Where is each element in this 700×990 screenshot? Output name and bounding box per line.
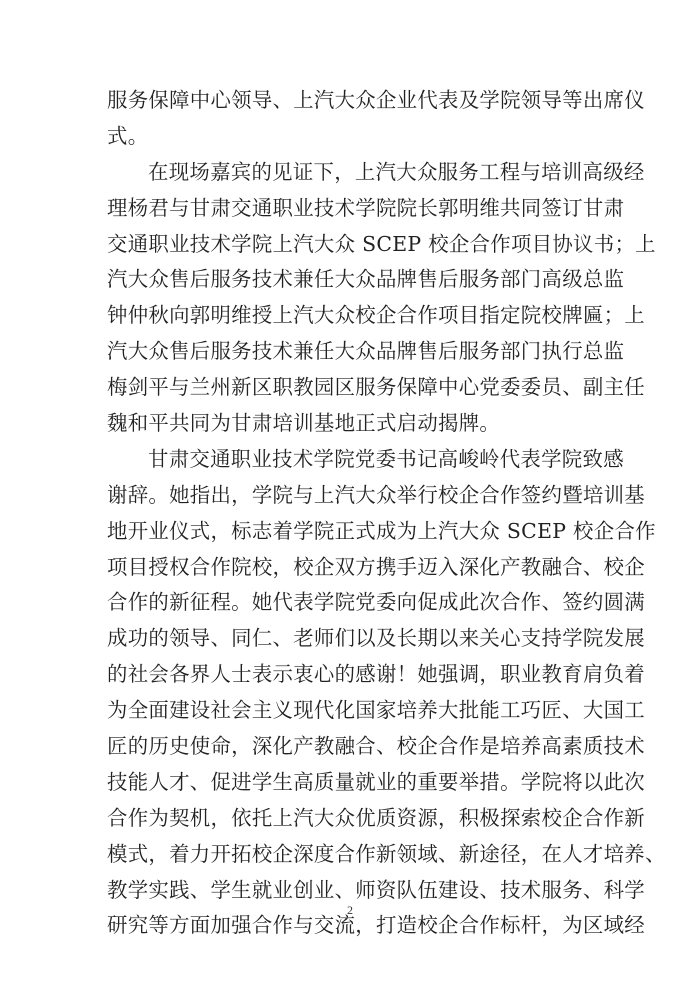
text-line: 项目授权合作院校，校企双方携手迈入深化产教融合、校企 [107,554,645,579]
text-line: 理杨君与甘肃交通职业技术学院院长郭明维共同签订甘肃 [107,195,625,220]
text-line: 魏和平共同为甘肃培训基地正式启动揭牌。 [107,411,501,436]
text-line: 式。 [107,123,149,148]
text-line: 服务保障中心领导、上汽大众企业代表及学院领导等出席仪 [107,88,645,112]
text-line: 研究等方面加强合作与交流，打造校企合作标杆，为区域经 [107,913,645,938]
text-line: 成功的领导、同仁、老师们以及长期以来关心支持学院发展 [107,626,645,651]
text-line: 合作的新征程。她代表学院党委向促成此次合作、签约圆满 [107,590,645,615]
text-line: 汽大众售后服务技术兼任大众品牌售后服务部门执行总监 [107,339,625,364]
text-line: 钟仲秋向郭明维授上汽大众校企合作项目指定院校牌匾；上 [107,303,645,328]
text-line: 汽大众售后服务技术兼任大众品牌售后服务部门高级总监 [107,267,625,292]
page-number: 2 [347,903,353,917]
text-line: 地开业仪式，标志着学院正式成为上汽大众 SCEP 校企合作 [107,518,656,543]
text-line: 谢辞。她指出，学院与上汽大众举行校企合作签约暨培训基 [107,482,645,507]
text-line: 教学实践、学生就业创业、师资队伍建设、技术服务、科学 [107,877,645,902]
text-line: 交通职业技术学院上汽大众 SCEP 校企合作项目协议书；上 [107,231,656,256]
text-line: 技能人才、促进学生高质量就业的重要举措。学院将以此次 [107,769,645,794]
text-line: 的社会各界人士表示衷心的感谢！她强调，职业教育肩负着 [107,662,645,687]
text-line: 甘肃交通职业技术学院党委书记高峻岭代表学院致感 [148,446,624,471]
text-line: 梅剑平与兰州新区职教园区服务保障中心党委委员、副主任 [107,375,645,400]
text-line: 模式，着力开拓校企深度合作新领域、新途径，在人才培养、 [107,841,666,866]
body-text [107,83,666,944]
text-line: 为全面建设社会主义现代化国家培养大批能工巧匠、大国工 [107,698,645,723]
text-line: 在现场嘉宾的见证下，上汽大众服务工程与培训高级经 [148,159,645,184]
text-line: 匠的历史使命，深化产教融合、校企合作是培养高素质技术 [107,734,645,759]
text-line: 合作为契机，依托上汽大众优质资源，积极探索校企合作新 [107,805,645,830]
